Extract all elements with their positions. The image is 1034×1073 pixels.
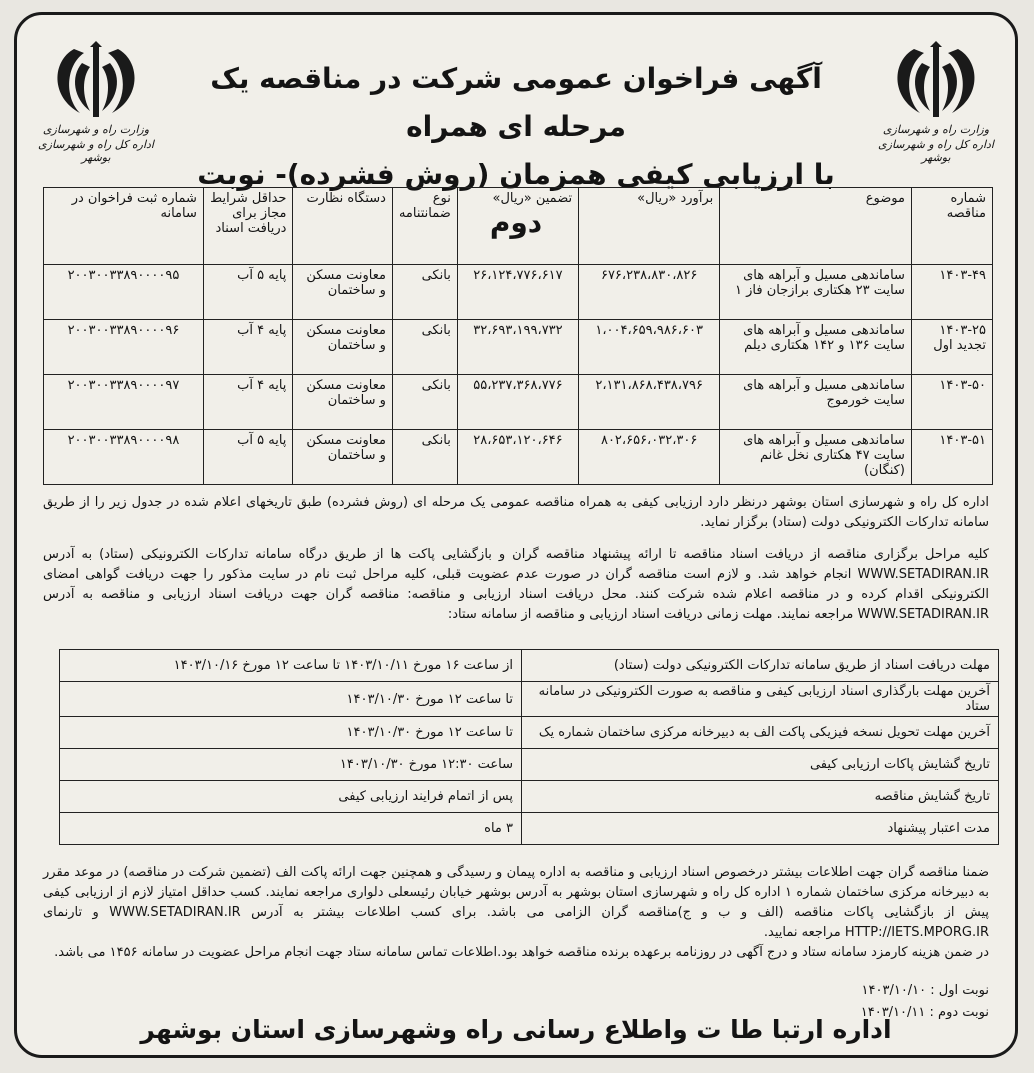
- department-name: اداره کل راه و شهرسازی بوشهر: [38, 138, 154, 164]
- schedule-value: پس از اتمام فرایند ارزیابی کیفی: [60, 781, 522, 813]
- title-line-2: با ارزیابی کیفی همزمان (روش فشرده)- نوبت دوم: [197, 158, 835, 239]
- cell-registration-number: ۲۰۰۳۰۰۳۳۸۹۰۰۰۰۹۷: [44, 375, 204, 430]
- schedule-row: [60, 650, 999, 682]
- cell-subject: ساماندهی مسیل و آبراهه های سایت خورموج: [720, 375, 912, 430]
- first-publication-date: نوبت اول : ۱۴۰۳/۱۰/۱۰: [861, 983, 989, 998]
- header-guarantee-type: نوع ضمانتنامه: [392, 188, 457, 265]
- schedule-row: [60, 749, 999, 781]
- schedule-value: ۳ ماه: [60, 813, 522, 845]
- cell-tender-number: ۱۴۰۳-۲۵ تجدید اول: [911, 320, 992, 375]
- cell-min-requirements: پایه ۴ آب: [203, 320, 293, 375]
- cell-supervisor: معاونت مسکن و ساختمان: [293, 375, 393, 430]
- schedule-label: تاریخ گشایش مناقصه: [522, 781, 999, 813]
- schedule-label: آخرین مهلت بارگذاری اسناد ارزیابی کیفی و مناقصه به صورت الکترونیکی در سامانه ستاد: [522, 682, 999, 717]
- schedule-table: [59, 649, 999, 845]
- schedule-label: آخرین مهلت تحویل نسخه فیزیکی پاکت الف به دبیرخانه مرکزی ساختمان شماره یک: [522, 717, 999, 749]
- table-row: [44, 375, 993, 430]
- cell-guarantee-type: بانکی: [392, 375, 457, 430]
- header-min-requirements: حداقل شرایط مجاز برای دریافت اسناد: [203, 188, 293, 265]
- ministry-name: وزارت راه و شهرسازی: [882, 123, 990, 136]
- intro-paragraph: اداره کل راه و شهرسازی استان بوشهر درنظر دارد ارزیابی کیفی به همراه مناقصه عمومی یک مرحله ای (روش فشرده) طبق تاریخهای اعلام شده در جدول زیر را از طریق سامانه تدارکات الکترونیکی دولت (ستاد) برگزار نماید.: [43, 495, 989, 530]
- cell-estimate: ۸۰۲،۶۵۶،۰۳۲،۳۰۶: [579, 430, 720, 485]
- cell-guarantee: ۳۲،۶۹۳،۱۹۹،۷۳۲: [457, 320, 578, 375]
- schedule-label: مهلت دریافت اسناد از طریق سامانه تدارکات الکترونیکی دولت (ستاد): [522, 650, 999, 682]
- cell-estimate: ۲،۱۳۱،۸۶۸،۴۳۸،۷۹۶: [579, 375, 720, 430]
- cell-supervisor: معاونت مسکن و ساختمان: [293, 320, 393, 375]
- schedule-label: تاریخ گشایش پاکات ارزیابی کیفی: [522, 749, 999, 781]
- iran-emblem-icon: [884, 41, 988, 121]
- schedule-row: [60, 781, 999, 813]
- schedule-value: تا ساعت ۱۲ مورخ ۱۴۰۳/۱۰/۳۰: [60, 717, 522, 749]
- notice-frame: [14, 12, 1018, 1058]
- schedule-row: [60, 682, 999, 717]
- cell-min-requirements: پایه ۵ آب: [203, 265, 293, 320]
- header-registration-number: شماره ثبت فراخوان در سامانه: [44, 188, 204, 265]
- table-row: [44, 430, 993, 485]
- cell-estimate: ۶۷۶،۲۳۸،۸۳۰،۸۲۶: [579, 265, 720, 320]
- cell-min-requirements: پایه ۵ آب: [203, 430, 293, 485]
- cell-tender-number: ۱۴۰۳-۴۹: [911, 265, 992, 320]
- table-row: [44, 320, 993, 375]
- department-name: اداره کل راه و شهرسازی بوشهر: [878, 138, 994, 164]
- cell-tender-number: ۱۴۰۳-۵۰: [911, 375, 992, 430]
- cell-registration-number: ۲۰۰۳۰۰۳۳۸۹۰۰۰۰۹۶: [44, 320, 204, 375]
- cell-registration-number: ۲۰۰۳۰۰۳۳۸۹۰۰۰۰۹۸: [44, 430, 204, 485]
- second-publication-date: نوبت دوم : ۱۴۰۳/۱۰/۱۱: [860, 1005, 989, 1020]
- schedule-row: [60, 717, 999, 749]
- cell-guarantee-type: بانکی: [392, 430, 457, 485]
- header-tender-number: شماره مناقصه: [911, 188, 992, 265]
- schedule-row: [60, 813, 999, 845]
- tenders-header-row: [44, 188, 993, 265]
- ministry-name: وزارت راه و شهرسازی: [42, 123, 150, 136]
- schedule-value: تا ساعت ۱۲ مورخ ۱۴۰۳/۱۰/۳۰: [60, 682, 522, 717]
- iran-emblem-icon: [44, 41, 148, 121]
- table-row: [44, 265, 993, 320]
- header-guarantee: تضمین «ریال»: [457, 188, 578, 265]
- emblem-left: [31, 41, 161, 164]
- cell-registration-number: ۲۰۰۳۰۰۳۳۸۹۰۰۰۰۹۵: [44, 265, 204, 320]
- cell-tender-number: ۱۴۰۳-۵۱: [911, 430, 992, 485]
- footer-signature: اداره ارتبا طا ت واطلاع رسانی راه وشهرسازی استان بوشهر: [140, 1015, 892, 1044]
- header-subject: موضوع: [720, 188, 912, 265]
- header-supervisor: دستگاه نظارت: [293, 188, 393, 265]
- cell-subject: ساماندهی مسیل و آبراهه های سایت ۲۳ هکتاری برازجان فاز ۱: [720, 265, 912, 320]
- cell-guarantee: ۵۵،۲۳۷،۳۶۸،۷۷۶: [457, 375, 578, 430]
- procedure-paragraph: کلیه مراحل برگزاری مناقصه از دریافت اسناد مناقصه تا ارائه پیشنهاد مناقصه گران و بازگشایی پاکت ها از طریق درگاه سامانه تدارکات الکترونیکی (ستاد) به آدرس WWW.SETADIRAN.IR انجام خواهد شد. و لازم است مناقصه گران در صورت عدم عضویت قبلی، کلیه مراحل ثبت نام در سایت مذکور را جهت دریافت گواهی امضای الکترونیکی اقدام کرده و در مناقصه اعلام شده شرکت کنند. محل دریافت اسناد ارزیابی و مناقصه: مناقصه گران جهت دریافت اسناد ارزیابی و مناقصه به آدرس WWW.SETADIRAN.IR مراجعه نمایند. مهلت زمانی دریافت اسناد ارزیابی و مناقصه از سامانه ستاد:: [43, 547, 989, 622]
- schedule-value: ساعت ۱۲:۳۰ مورخ ۱۴۰۳/۱۰/۳۰: [60, 749, 522, 781]
- cell-subject: ساماندهی مسیل و آبراهه های سایت ۴۷ هکتاری نخل غانم (کنگان): [720, 430, 912, 485]
- contact-paragraph: ضمنا مناقصه گران جهت اطلاعات بیشتر درخصوص اسناد ارزیابی و مناقصه به اداره پیمان و رسیدگی و همچنین جهت ارائه پاکت الف (تضمین شرکت در مناقصه) در موعد مقرر به دبیرخانه مرکزی ساختمان شماره ۱ اداره کل راه و شهرسازی استان بوشهر به آدرس بوشهر خیابان رئیسعلی دلواری مراجعه نمایند. کسب حداقل امتیاز لازم از ارزیابی کیفی پیش از بازگشایی پاکات مناقصه (الف و ب و ج)مناقصه گران الزامی می باشد. برای کسب اطلاعات بیشتر به آدرس WWW.SETADIRAN.IR و تارنمای HTTP://IETS.MPORG.IR مراجعه نمایید.: [43, 865, 990, 940]
- cell-guarantee-type: بانکی: [392, 320, 457, 375]
- cell-guarantee: ۲۶،۱۲۴،۷۷۶،۶۱۷: [457, 265, 578, 320]
- cell-estimate: ۱،۰۰۴،۶۵۹،۹۸۶،۶۰۳: [579, 320, 720, 375]
- cell-subject: ساماندهی مسیل و آبراهه های سایت ۱۳۶ و ۱۴۲ هکتاری دیلم: [720, 320, 912, 375]
- emblem-right: [871, 41, 1001, 164]
- cell-supervisor: معاونت مسکن و ساختمان: [293, 265, 393, 320]
- tenders-table: [43, 187, 993, 485]
- cell-supervisor: معاونت مسکن و ساختمان: [293, 430, 393, 485]
- fee-paragraph: در ضمن هزینه کارمزد سامانه ستاد و درج آگهی در روزنامه برعهده برنده مناقصه خواهد بود.اطلاعات تماس سامانه ستاد جهت انجام مراحل عضویت در سامانه ۱۴۵۶ می باشد.: [54, 945, 989, 960]
- cell-guarantee: ۲۸،۶۵۳،۱۲۰،۶۴۶: [457, 430, 578, 485]
- schedule-label: مدت اعتبار پیشنهاد: [522, 813, 999, 845]
- header-estimate: برآورد «ریال»: [579, 188, 720, 265]
- cell-min-requirements: پایه ۴ آب: [203, 375, 293, 430]
- cell-guarantee-type: بانکی: [392, 265, 457, 320]
- schedule-value: از ساعت ۱۶ مورخ ۱۴۰۳/۱۰/۱۱ تا ساعت ۱۲ مورخ ۱۴۰۳/۱۰/۱۶: [60, 650, 522, 682]
- title-line-1: آگهی فراخوان عمومی شرکت در مناقصه یک مرحله ای همراه: [210, 62, 822, 143]
